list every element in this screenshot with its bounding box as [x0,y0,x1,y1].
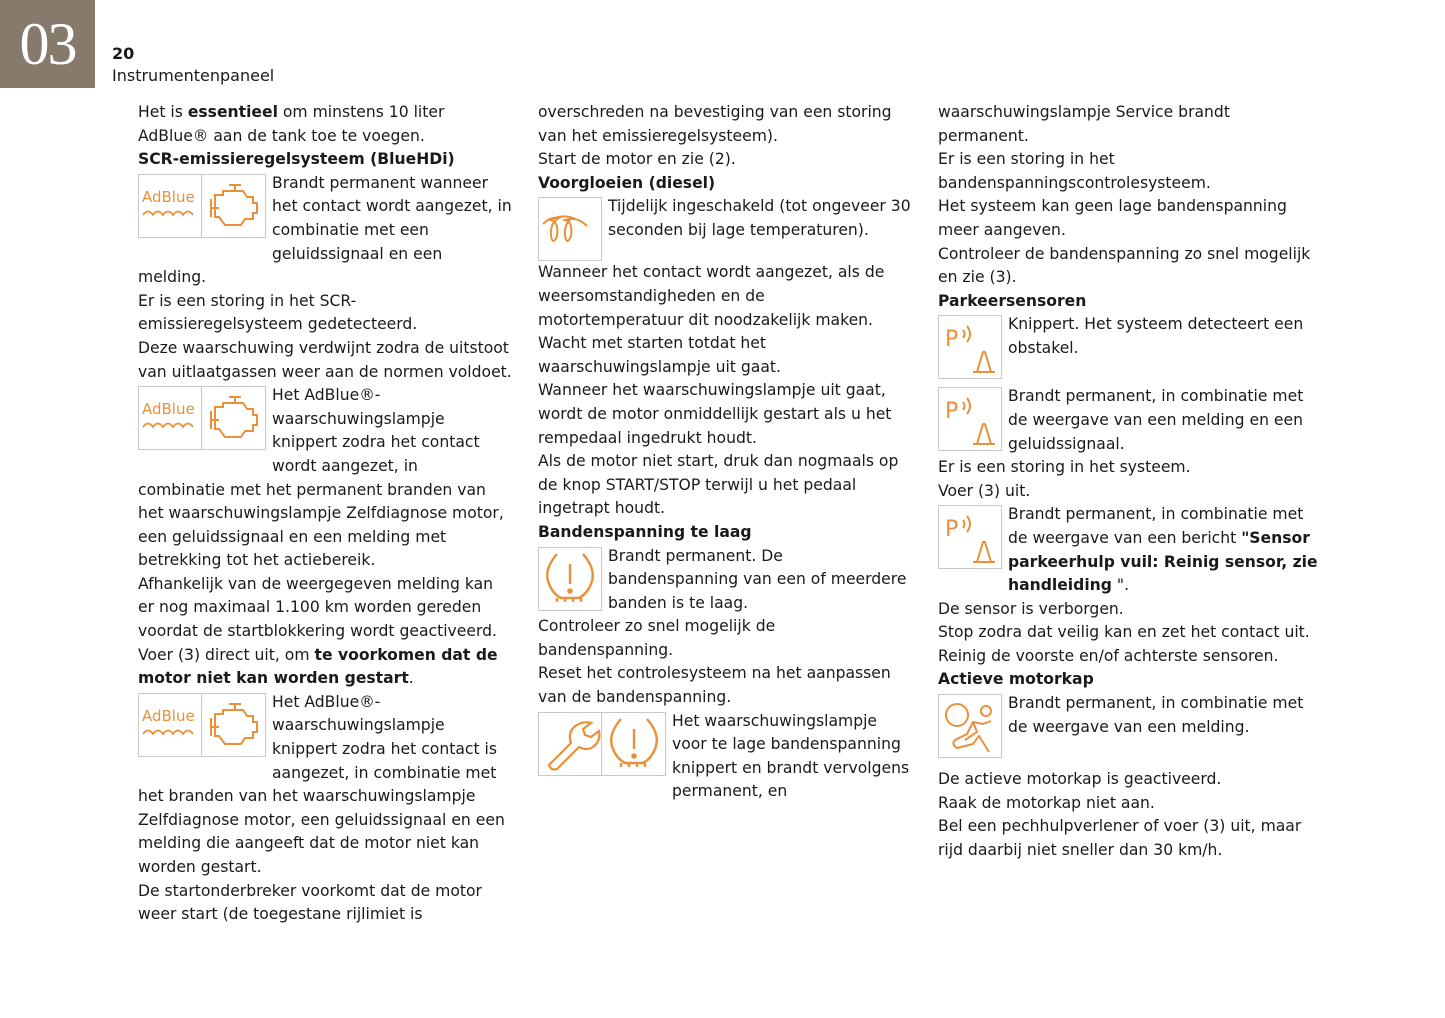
parking-sensor-icon [938,315,1002,379]
adblue-item-1: AdBlue Brandt permanent wanneer het contact wordt aangezet, in combinatie met een geluidssignaal en een [138,172,513,266]
parking-item-1: P Knippert. Het systeem detecteert een obstakel. [938,313,1318,379]
adblue-icon [138,174,202,238]
svg-text:AdBlue: AdBlue [142,400,195,419]
page-number: 20 [112,44,135,63]
tyre-pressure-warning-icon [602,712,666,776]
tyre-pressure-item: Brandt permanent. De bandenspanning van een of meerdere banden is te laag. [538,545,913,616]
column-3: waarschuwingslampje Service brandt permanent. Er is een storing in het bandenspanningscontrolesysteem. Het systeem kan geen lage bandenspanning meer aangeven. Controleer de bandenspanning zo snel mogelijk en zie (3). Parkeersensoren P Knippert. Het systeem detecteert een obstakel. P Brandt permanent, in combinatie met de weergave van een melding en een geluidssignaal. Er is een storing in het systeem. Voer (3) uit. P Brandt permanent, in combinatie met de weergave van een bericht "Sensor parkeerhulp vuil: Reinig sensor, zie handleiding ". De sensor is verborgen. Stop zodra dat veilig kan en zet het contact uit. Reinig de voorste en/of achterste sensoren. Actieve motorkap Brandt permanent, in combinatie met de weergave van een melding. De actieve motorkap is geactiveerd. Raak de motorkap niet aan. Bel een pechhulpverlener of voer (3) uit, maar rijd daarbij niet sneller dan 30 km/h. [938,103,1318,859]
svg-text:P: P [945,517,959,543]
tyre-pressure-warning-icon [538,547,602,611]
preheat-item: Tijdelijk ingeschakeld (tot ongeveer 30 seconden bij lage temperaturen). [538,195,913,261]
adblue-item-2: AdBlue Het AdBlue®-waarschuwingslampje knippert zodra het contact wordt aangezet, in [138,384,513,478]
column-1: Het is essentieel om minstens 10 liter AdBlue® aan de tank toe te voegen. SCR-emissieregelsysteem (BlueHDi) AdBlue Brandt permanent wanneer het contact wordt aangezet, in combinatie met een geluidssignaal en een melding. Er is een storing in het SCR-emissieregelsysteem gedetecteerd. Deze waarschuwing verdwijnt zodra de uitstoot van uitlaatgassen weer aan de normen voldoet. AdBlue Het AdBlue®-waarschuwingslampje knippert zodra het contact wordt aangezet, in combinatie met het permanent branden van het waarschuwingslampje Zelfdiagnose motor, een geluidssignaal en een melding met betrekking tot het actiebereik. Afhankelijk van de weergegeven melding kan er nog maximaal 1.100 km worden gereden voordat de startblokkering wordt geactiveerd. Voer (3) direct uit, om te voorkomen dat de motor niet kan worden gestart. AdBlue Het AdBlue®-waarschuwingslampje knippert zodra het contact is aangezet, in combinatie met het branden van het waarschuwingslampje Zelfdiagnose motor, een geluidssignaal en een melding die aangeeft dat de motor niet kan worden gestart. De startonderbreker voorkomt dat de motor weer start (de toegestane rijlimiet is [138,103,512,924]
section-title: Instrumentenpaneel [112,66,275,85]
svg-text:AdBlue: AdBlue [142,187,195,206]
pedestrian-airbag-icon [938,694,1002,758]
chapter-number-badge: 03 [0,0,95,88]
svg-text:P: P [945,327,959,353]
heading-parking-sensors: Parkeersensoren [938,291,1087,310]
adblue-item-3: AdBlue Het AdBlue®-waarschuwingslampje knippert zodra het contact is aangezet, in combinatie met [138,691,513,785]
adblue-icon [138,693,202,757]
engine-icon [202,386,266,450]
heading-tyre-pressure: Bandenspanning te laag [538,522,752,541]
active-bonnet-item: Brandt permanent, in combinatie met de weergave van een melding. [938,692,1318,758]
parking-item-2: P Brandt permanent, in combinatie met de weergave van een melding en een geluidssignaal. [938,385,1318,456]
column-2: overschreden na bevestiging van een storing van het emissieregelsysteem). Start de motor en zie (2). Voorgloeien (diesel) Tijdelijk ingeschakeld (tot ongeveer 30 seconden bij lage temperaturen). Wanneer het contact wordt aangezet, als de weersomstandigheden en de motortemperatuur dit noodzakelijk maken. Wacht met starten totdat het waarschuwingslampje uit gaat. Wanneer het waarschuwingslampje uit gaat, wordt de motor onmiddellijk gestart als u het rempedaal ingedrukt houdt. Als de motor niet start, druk dan nogmaals op de knop START/STOP terwijl u het pedaal ingetrapt houdt. Bandenspanning te laag Brandt permanent. De bandenspanning van een of meerdere banden is te laag. Controleer zo snel mogelijk de bandenspanning. Reset het controlesysteem na het aanpassen van de bandenspanning. Het waarschuwingslampje voor te lage bandenspanning knippert en brandt vervolgens permanent, en [538,101,913,804]
engine-icon [202,174,266,238]
bold-warning-paragraph: Voer (3) direct uit, om te voorkomen dat de motor niet kan worden gestart. [138,645,498,688]
service-tyre-item: Het waarschuwingslampje voor te lage bandenspanning knippert en brandt vervolgens permanent, en [538,710,913,804]
heading-active-bonnet: Actieve motorkap [938,670,1094,689]
heading-scr: SCR-emissieregelsysteem (BlueHDi) [138,150,455,169]
svg-text:AdBlue: AdBlue [142,706,195,725]
engine-icon [202,693,266,757]
heading-preheat: Voorgloeien (diesel) [538,173,716,192]
glow-plug-icon [538,197,602,261]
parking-sensor-icon [938,387,1002,451]
adblue-icon [138,386,202,450]
wrench-service-icon [538,712,602,776]
intro-paragraph: Het is essentieel om minstens 10 liter AdBlue® aan de tank toe te voegen. [138,103,445,145]
parking-sensor-icon [938,505,1002,569]
parking-item-3: P Brandt permanent, in combinatie met de weergave van een bericht "Sensor parkeerhulp vuil: Reinig sensor, zie handleiding ". [938,503,1318,597]
svg-text:P: P [945,399,959,425]
